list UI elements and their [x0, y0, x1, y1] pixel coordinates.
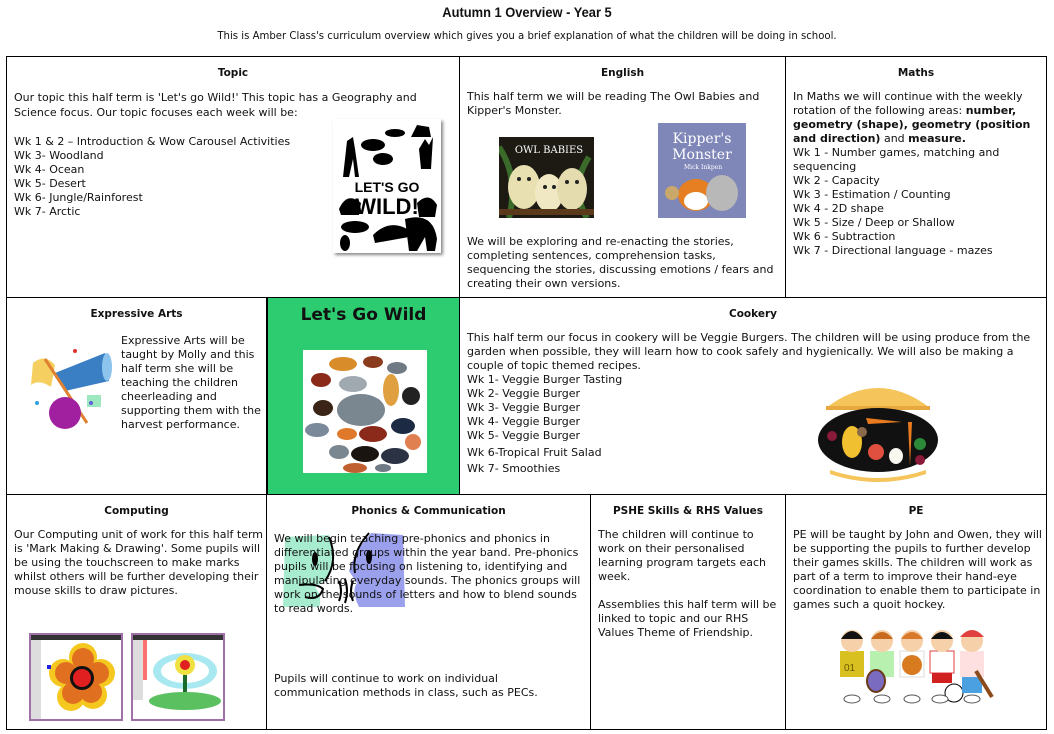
phonics-cell — [266, 494, 591, 730]
pshe-body-1: The children will continue to work on their personalised learning program targets each week. — [598, 528, 767, 583]
expressive-arts-body: Expressive Arts will be taught by Molly and this half term she will be teaching the children cheerleading and supporting them with the harvest performance. — [121, 334, 261, 431]
page-subtitle: This is Amber Class's curriculum overview which gives you a brief explanation of what the children will be doing in school. — [217, 29, 837, 42]
pe-cell — [785, 494, 1047, 730]
feature-title: Let's Go Wild — [300, 305, 427, 325]
maths-measure: measure. — [908, 132, 966, 145]
maths-week: Wk 3 - Estimation / Counting — [793, 188, 951, 201]
maths-week: Wk 5 - Size / Deep or Shallow — [793, 216, 955, 229]
topic-week: Wk 4- Ocean — [14, 163, 85, 176]
kippers-monster-book-cover-icon — [658, 123, 746, 218]
maths-areas: number, geometry (shape), geometry (position and direction) — [793, 104, 1031, 145]
pshe-heading: PSHE Skills & RHS Values — [612, 505, 764, 517]
cookery-week: Wk 4- Veggie Burger — [467, 415, 581, 428]
phonics-heading: Phonics & Communication — [351, 505, 506, 517]
paint-flower-screenshot-icon — [29, 633, 123, 721]
cookery-week: Wk 6-Tropical Fruit Salad — [467, 446, 602, 459]
expressive-arts-heading: Expressive Arts — [90, 308, 183, 320]
english-body: We will be exploring and re-enacting the stories, completing sentences, comprehension tasks, sequencing the stories, discussing emotions / fears and creating their own versions. — [467, 235, 774, 290]
cookery-cell — [459, 297, 1047, 495]
topic-intro: Our topic this half term is 'Let's go Wild!' This topic has a Geography and Science focus. Our topic focuses each week will be: — [14, 91, 417, 119]
maths-week: Wk 7 - Directional language - mazes — [793, 244, 993, 257]
pshe-body-2: Assemblies this half term will be linked to topic and our RHS Values Theme of Friendship. — [598, 598, 777, 639]
cookery-intro: This half term our focus in cookery will be Veggie Burgers. The children will be using produce from the garden when possible, they will learn how to cook safely and hygienically. We will also be making a couple of topic themed recipes. — [467, 331, 1031, 372]
computing-cell — [6, 494, 267, 730]
cookery-week: Wk 2- Veggie Burger — [467, 387, 581, 400]
topic-week: Wk 3- Woodland — [14, 149, 104, 162]
pe-heading: PE — [908, 505, 924, 517]
topic-week: Wk 1 & 2 – Introduction & Wow Carousel Activities — [14, 135, 291, 148]
cookery-week: Wk 7- Smoothies — [467, 462, 561, 475]
english-heading: English — [600, 67, 645, 79]
computing-body: Our Computing unit of work for this half term is 'Mark Making & Drawing'. Some pupils will be using the touchscreen to make marks whilst others will be further developing their mouse skills to draw pictures. — [14, 528, 264, 597]
maths-week: Wk 2 - Capacity — [793, 174, 880, 187]
svg-text:Kipper's: Kipper's — [672, 131, 732, 147]
page-title: Autumn 1 Overview - Year 5 — [442, 4, 612, 20]
cookery-week-list — [467, 373, 1039, 476]
computing-heading: Computing — [104, 505, 169, 517]
english-cell — [459, 56, 786, 298]
lets-go-wild-feature-panel — [266, 297, 460, 495]
veggie-burger-icon — [816, 378, 940, 486]
cover-text-line1: LET'S GO — [354, 179, 420, 195]
book-title: OWL BABIES — [514, 145, 584, 156]
sporty-kids-icon — [836, 621, 994, 705]
expressive-arts-cell — [6, 297, 267, 495]
phonics-body-2: Pupils will continue to work on individual communication methods in class, such as PECs. — [274, 672, 538, 699]
english-intro: This half term we will be reading The Owl Babies and Kipper's Monster. — [467, 90, 760, 117]
maths-heading: Maths — [897, 67, 935, 79]
paint-dots-flower-screenshot-icon — [131, 633, 225, 721]
maths-week: Wk 6 - Subtraction — [793, 230, 896, 243]
cookery-heading: Cookery — [729, 308, 777, 320]
pshe-cell — [590, 494, 786, 730]
animal-silhouettes-circle-icon — [303, 350, 427, 473]
cookery-week: Wk 1- Veggie Burger Tasting — [467, 373, 623, 386]
jersey-number: 01 — [844, 663, 856, 674]
maths-cell — [785, 56, 1047, 298]
maths-and: and — [880, 132, 909, 145]
svg-text:Monster: Monster — [672, 147, 732, 163]
maths-week: Wk 4 - 2D shape — [793, 202, 884, 215]
maths-week-list — [793, 146, 1039, 258]
topic-heading: Topic — [217, 67, 249, 79]
owl-babies-book-cover-icon — [499, 137, 594, 218]
lets-go-wild-book-cover-icon — [333, 119, 441, 253]
maths-intro-text: In Maths we will continue with the weekly rotation of the following areas: — [793, 90, 1023, 117]
cookery-week: Wk 5- Veggie Burger — [467, 429, 581, 442]
cover-text-line2: WILD! — [355, 194, 419, 219]
maths-intro — [793, 90, 1039, 146]
svg-text:Mick Inkpen: Mick Inkpen — [684, 164, 723, 171]
topic-cell — [6, 56, 460, 298]
topic-week: Wk 5- Desert — [14, 177, 86, 190]
maths-week: Wk 1 - Number games, matching and sequencing — [793, 146, 1000, 173]
cookery-week: Wk 3- Veggie Burger — [467, 401, 581, 414]
phonics-body: We will begin teaching pre-phonics and phonics in differentiated groups within the year band. Pre-phonics pupils will be focusing on listening to, identifying and manipulating everyday sounds. The phonics groups will work on the sounds of letters and how to blend sounds to read words. — [274, 532, 581, 615]
pe-body: PE will be taught by John and Owen, they will be supporting the pupils to further develop their games skills. The children will work as part of a term to improve their hand-eye coordination to enable them to participate in games such a quoit hockey. — [793, 528, 1042, 611]
topic-week: Wk 7- Arctic — [14, 205, 81, 218]
cheerleading-megaphone-icon — [25, 343, 115, 433]
topic-week: Wk 6- Jungle/Rainforest — [14, 191, 143, 204]
